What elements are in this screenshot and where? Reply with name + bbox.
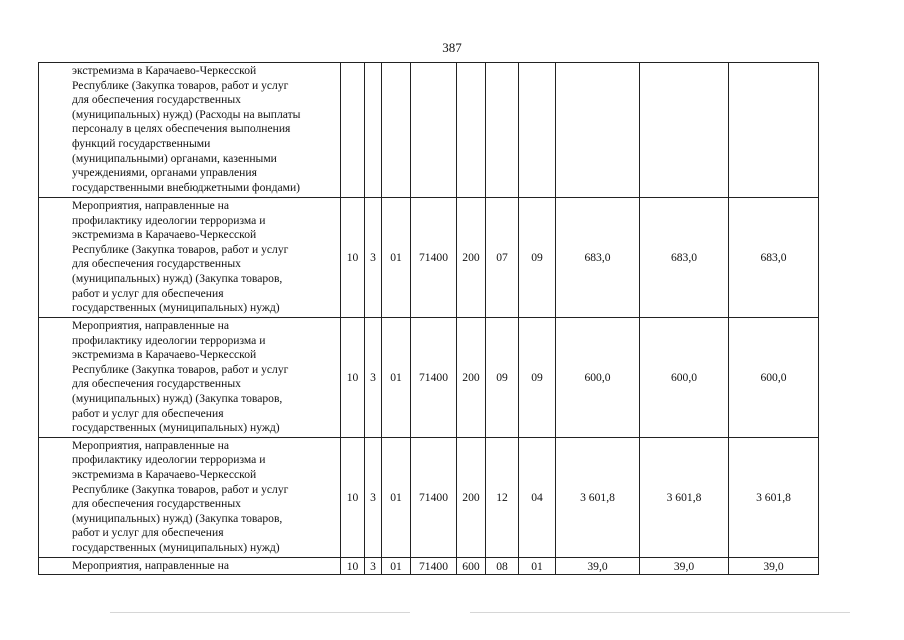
code-cell — [457, 63, 486, 198]
budget-table — [38, 62, 819, 575]
code-cell: 71400 — [411, 557, 457, 575]
amount-cell: 3 601,8 — [729, 437, 819, 557]
amount-cell: 683,0 — [556, 198, 640, 318]
amount-cell — [556, 63, 640, 198]
row-description: экстремизма в Карачаево-Черкесской Республике (Закупка товаров, работ и услуг для обеспечения государственных (муниципальных) нужд) (Расходы на выплаты персоналу в целях обеспечения выполнения функций государственными (муниципальными) органами, казенными учреждениями, органами управления государственными внебюджетными фондами) — [39, 63, 341, 198]
code-cell — [486, 63, 519, 198]
amount-cell: 3 601,8 — [556, 437, 640, 557]
code-cell: 3 — [365, 318, 382, 438]
amount-cell: 683,0 — [640, 198, 729, 318]
code-cell: 07 — [486, 198, 519, 318]
code-cell: 600 — [457, 557, 486, 575]
amount-cell — [729, 63, 819, 198]
code-cell — [341, 63, 365, 198]
code-cell: 3 — [365, 557, 382, 575]
code-cell: 12 — [486, 437, 519, 557]
code-cell: 71400 — [411, 437, 457, 557]
row-description: Мероприятия, направленные на профилактику идеологии терроризма и экстремизма в Карачаево-Черкесской Республике (Закупка товаров, работ и услуг для обеспечения государственных (муниципальных) нужд) (Закупка товаров, работ и услуг для обеспечения государственных (муниципальных) нужд) — [39, 437, 341, 557]
amount-cell — [640, 63, 729, 198]
row-description: Мероприятия, направленные на профилактику идеологии терроризма и экстремизма в Карачаево-Черкесской Республике (Закупка товаров, работ и услуг для обеспечения государственных (муниципальных) нужд) (Закупка товаров, работ и услуг для обеспечения государственных (муниципальных) нужд) — [39, 318, 341, 438]
code-cell: 04 — [519, 437, 556, 557]
amount-cell: 3 601,8 — [640, 437, 729, 557]
table-row — [39, 198, 819, 318]
code-cell: 200 — [457, 198, 486, 318]
code-cell: 3 — [365, 198, 382, 318]
table-row — [39, 63, 819, 198]
amount-cell: 39,0 — [729, 557, 819, 575]
amount-cell: 600,0 — [640, 318, 729, 438]
page-number: 387 — [442, 40, 462, 55]
table-row — [39, 557, 819, 575]
code-cell: 10 — [341, 557, 365, 575]
amount-cell: 683,0 — [729, 198, 819, 318]
code-cell: 3 — [365, 437, 382, 557]
scan-artifact-line — [470, 612, 850, 613]
code-cell — [382, 63, 411, 198]
amount-cell: 600,0 — [556, 318, 640, 438]
code-cell: 10 — [341, 437, 365, 557]
code-cell: 10 — [341, 198, 365, 318]
table-row — [39, 437, 819, 557]
table-row — [39, 318, 819, 438]
code-cell — [365, 63, 382, 198]
code-cell: 09 — [519, 198, 556, 318]
code-cell: 01 — [382, 557, 411, 575]
code-cell — [519, 63, 556, 198]
code-cell: 71400 — [411, 198, 457, 318]
code-cell: 01 — [519, 557, 556, 575]
amount-cell: 39,0 — [640, 557, 729, 575]
code-cell: 09 — [519, 318, 556, 438]
row-description: Мероприятия, направленные на — [39, 557, 341, 575]
code-cell: 10 — [341, 318, 365, 438]
code-cell: 200 — [457, 318, 486, 438]
amount-cell: 600,0 — [729, 318, 819, 438]
row-description: Мероприятия, направленные на профилактику идеологии терроризма и экстремизма в Карачаево-Черкесской Республике (Закупка товаров, работ и услуг для обеспечения государственных (муниципальных) нужд) (Закупка товаров, работ и услуг для обеспечения государственных (муниципальных) нужд) — [39, 198, 341, 318]
code-cell: 01 — [382, 198, 411, 318]
code-cell: 08 — [486, 557, 519, 575]
code-cell — [411, 63, 457, 198]
code-cell: 01 — [382, 437, 411, 557]
code-cell: 71400 — [411, 318, 457, 438]
code-cell: 09 — [486, 318, 519, 438]
code-cell: 200 — [457, 437, 486, 557]
scan-artifact-line — [110, 612, 410, 613]
amount-cell: 39,0 — [556, 557, 640, 575]
code-cell: 01 — [382, 318, 411, 438]
